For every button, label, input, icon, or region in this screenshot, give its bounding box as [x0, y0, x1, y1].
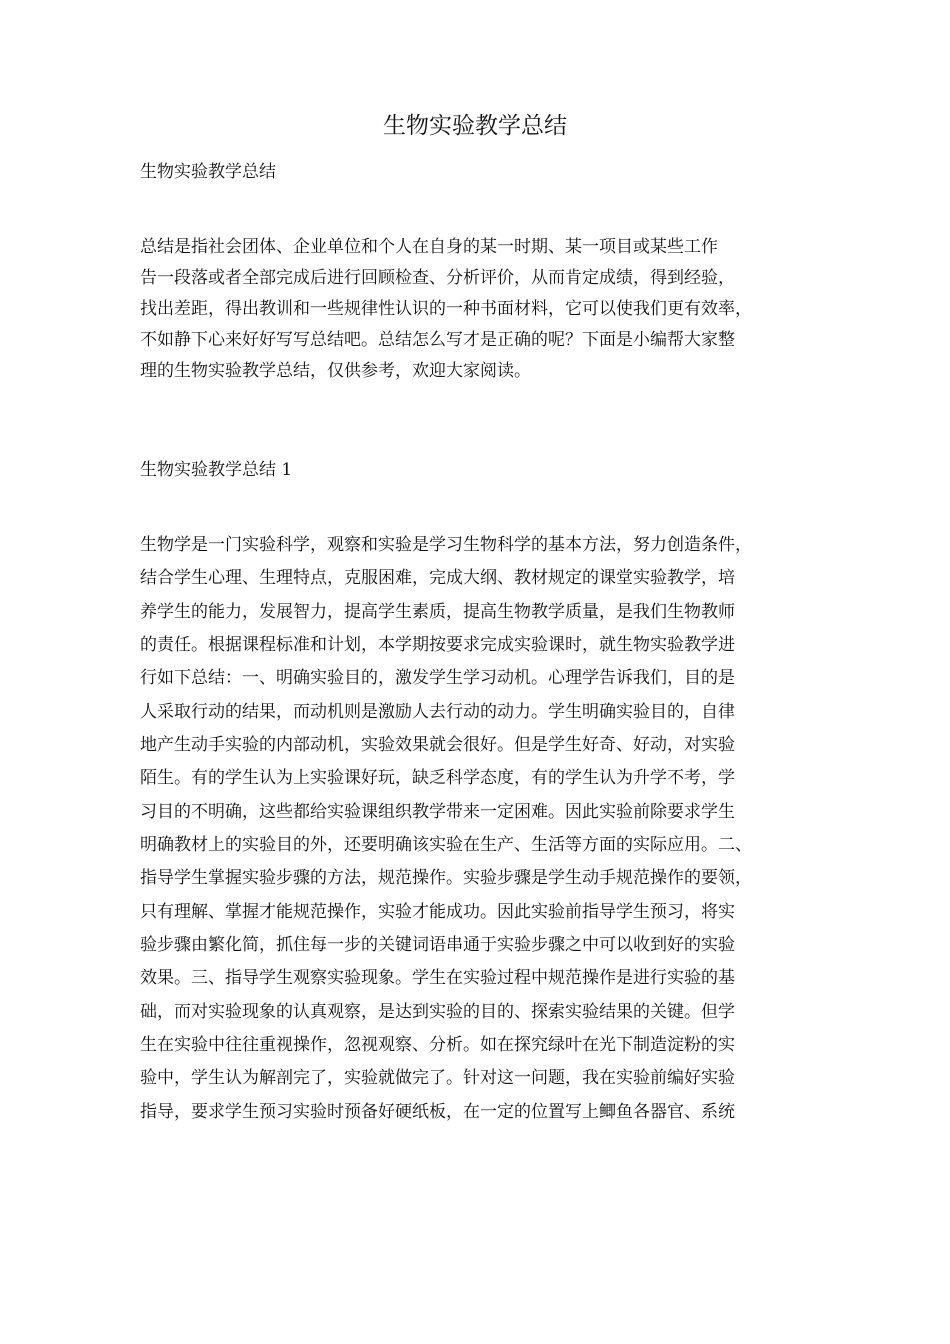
- document-title: 生物实验教学总结: [383, 113, 567, 139]
- text-line: 指导学生掌握实验步骤的方法，规范操作。实验步骤是学生动手规范操作的要领，: [140, 868, 752, 888]
- text-line: 地产生动手实验的内部动机，实验效果就会很好。但是学生好奇、好动，对实验: [140, 735, 735, 755]
- text-line: 明确教材上的实验目的外，还要明确该实验在生产、生活等方面的实际应用。二、: [140, 835, 752, 855]
- text-line: 结合学生心理、生理特点，克服困难，完成大纲、教材规定的课堂实验教学，培: [140, 568, 735, 588]
- text-line: 理的生物实验教学总结，仅供参考，欢迎大家阅读。: [140, 361, 531, 381]
- document-subtitle: 生物实验教学总结: [140, 162, 276, 182]
- text-line: 养学生的能力，发展智力，提高学生素质，提高生物教学质量，是我们生物教师: [140, 602, 735, 622]
- text-line: 效果。三、指导学生观察实验现象。学生在实验过程中规范操作是进行实验的基: [140, 968, 735, 988]
- text-line: 人采取行动的结果，而动机则是激励人去行动的动力。学生明确实验目的，自律: [140, 702, 735, 722]
- text-line: 只有理解、掌握才能规范操作，实验才能成功。因此实验前指导学生预习，将实: [140, 902, 735, 922]
- text-line: 指导，要求学生预习实验时预备好硬纸板，在一定的位置写上鲫鱼各器官、系统: [140, 1102, 735, 1122]
- text-line: 陌生。有的学生认为上实验课好玩，缺乏科学态度，有的学生认为升学不考，学: [140, 768, 735, 788]
- text-line: 不如静下心来好好写写总结吧。总结怎么写才是正确的呢？下面是小编帮大家整: [140, 330, 735, 350]
- text-line: 生物学是一门实验科学，观察和实验是学习生物科学的基本方法，努力创造条件，: [140, 535, 752, 555]
- text-line: 验中，学生认为解剖完了，实验就做完了。针对这一问题，我在实验前编好实验: [140, 1068, 735, 1088]
- section-heading: 生物实验教学总结 1: [140, 460, 293, 480]
- text-line: 验步骤由繁化简，抓住每一步的关键词语串通于实验步骤之中可以收到好的实验: [140, 935, 735, 955]
- text-line: 习目的不明确，这些都给实验课组织教学带来一定困难。因此实验前除要求学生: [140, 802, 735, 822]
- text-line: 的责任。根据课程标准和计划，本学期按要求完成实验课时，就生物实验教学进: [140, 635, 735, 655]
- text-line: 行如下总结：一、明确实验目的，激发学生学习动机。心理学告诉我们，目的是: [140, 668, 735, 688]
- text-line: 找出差距，得出教训和一些规律性认识的一种书面材料，它可以使我们更有效率，: [140, 299, 752, 319]
- text-line: 总结是指社会团体、企业单位和个人在自身的某一时期、某一项目或某些工作: [140, 237, 718, 257]
- text-line: 生在实验中往往重视操作，忽视观察、分析。如在探究绿叶在光下制造淀粉的实: [140, 1035, 735, 1055]
- text-line: 告一段落或者全部完成后进行回顾检查、分析评价，从而肯定成绩，得到经验，: [140, 268, 735, 288]
- text-line: 础，而对实验现象的认真观察，是达到实验的目的、探索实验结果的关键。但学: [140, 1002, 735, 1022]
